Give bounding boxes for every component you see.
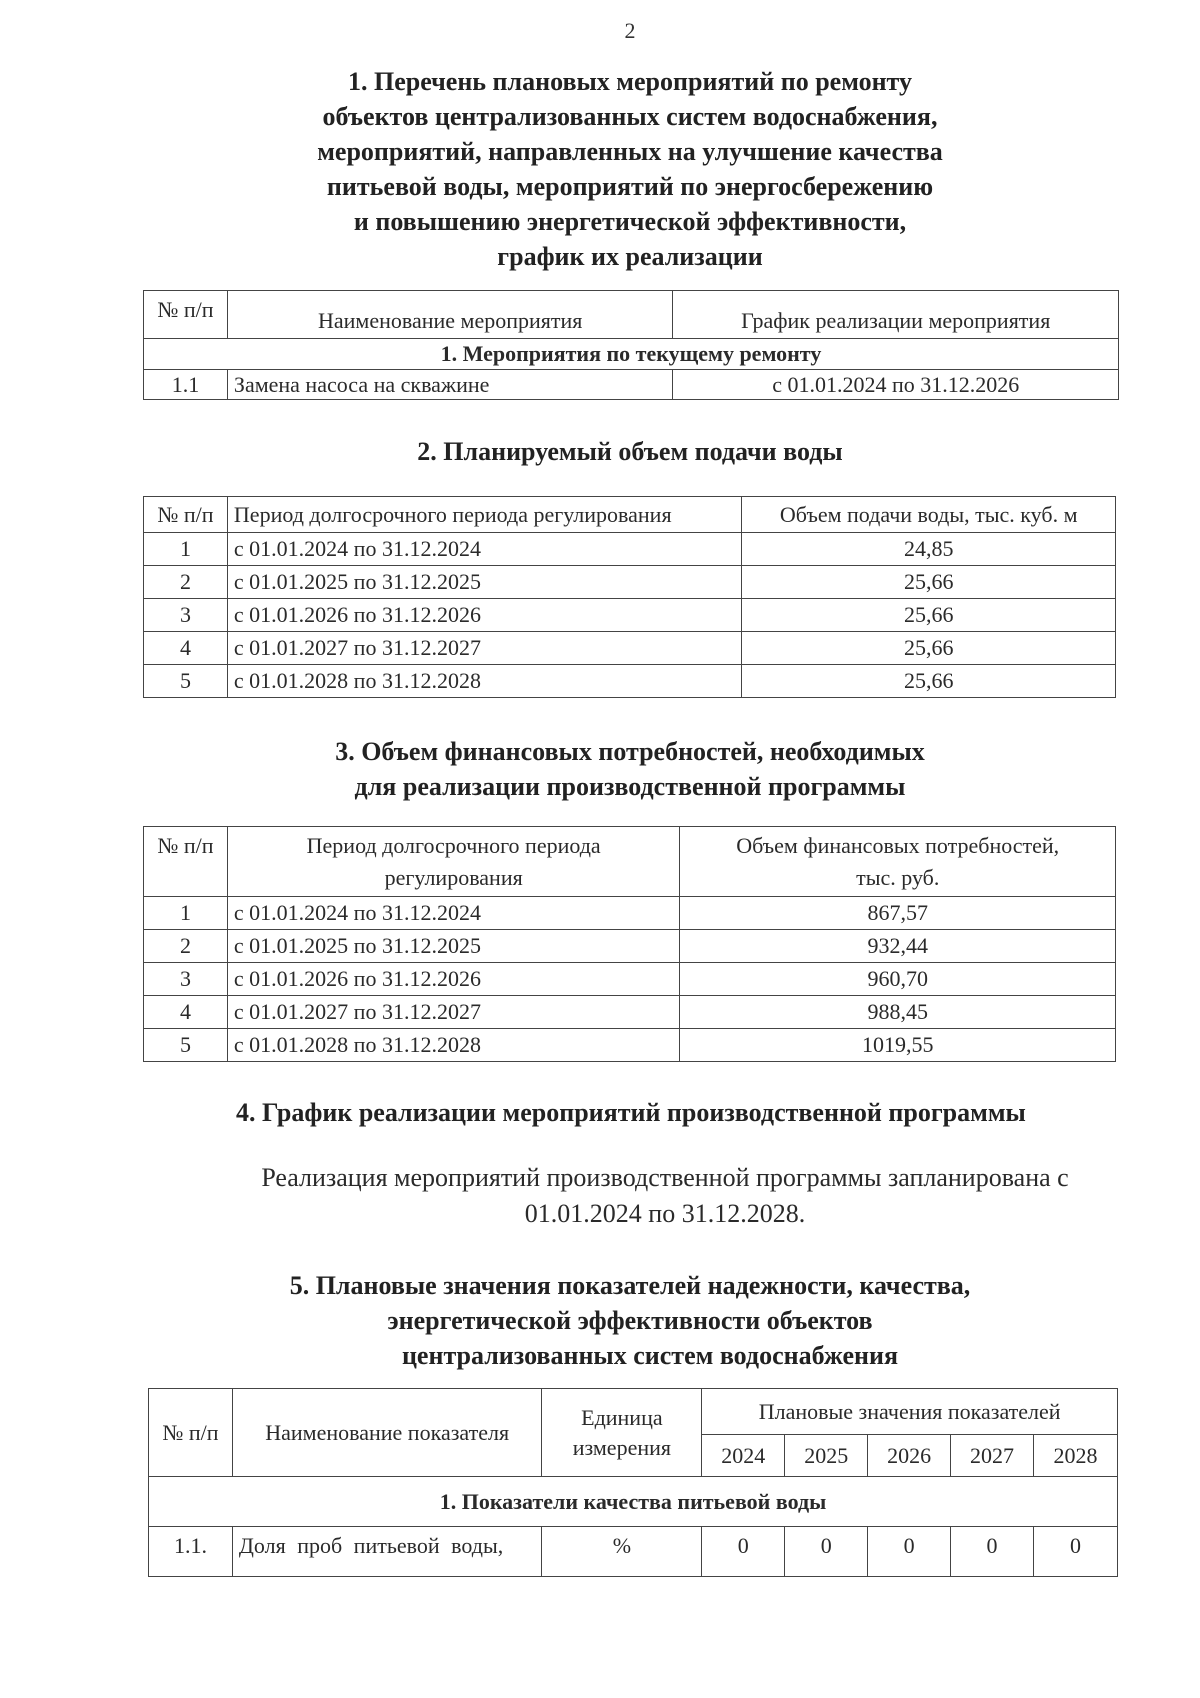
table-header-row: [149, 1389, 1118, 1435]
page-number: 2: [624, 18, 636, 43]
header-unit: [542, 1389, 702, 1477]
section-3-title-line: 3. Объем финансовых потребностей, необходимых: [335, 737, 925, 766]
header-period: [227, 827, 680, 897]
header-financial-needs: [680, 827, 1116, 897]
table-header-row: [144, 827, 1116, 897]
section-4-title: [236, 1095, 1104, 1130]
table-row: [144, 599, 1116, 632]
row-period: с 01.01.2028 по 31.12.2028: [227, 1029, 680, 1062]
row-volume: 25,66: [742, 566, 1116, 599]
header-year: 2024: [702, 1435, 785, 1477]
section-3-title-line: для реализации производственной программы: [354, 772, 906, 801]
row-value: 0: [951, 1527, 1034, 1577]
table-row: [144, 930, 1116, 963]
row-period: с 01.01.2024 по 31.12.2024: [227, 533, 741, 566]
table-row: [144, 897, 1116, 930]
water-supply-table: [143, 496, 1116, 698]
table-row: [144, 1029, 1116, 1062]
row-value: 0: [1034, 1527, 1118, 1577]
header-financial-line: тыс. руб.: [856, 864, 940, 890]
indicators-table: [148, 1388, 1118, 1577]
section-4-text-line: Реализация мероприятий производственной программы запланирована с: [261, 1163, 1069, 1192]
section-5-title-line: энергетической эффективности объектов: [387, 1306, 873, 1335]
row-num: 4: [144, 632, 228, 665]
row-num: 5: [144, 665, 228, 698]
section-4-title-line: 4. График реализации мероприятий производственной программы: [236, 1098, 1026, 1127]
row-value: 0: [868, 1527, 951, 1577]
section-3-title: [0, 734, 1200, 804]
row-period: с 01.01.2026 по 31.12.2026: [227, 599, 741, 632]
header-volume: Объем подачи воды, тыс. куб. м: [742, 497, 1116, 533]
row-period: с 01.01.2027 по 31.12.2027: [227, 632, 741, 665]
header-period: Период долгосрочного периода регулирования: [227, 497, 741, 533]
group-title: 1. Мероприятия по текущему ремонту: [144, 339, 1119, 370]
section-1-title-line: график их реализации: [497, 242, 763, 271]
row-financial-value: 867,57: [680, 897, 1116, 930]
section-4-text-line: 01.01.2024 по 31.12.2028.: [524, 1199, 806, 1228]
row-num: 2: [144, 566, 228, 599]
row-num: 3: [144, 599, 228, 632]
row-num: 3: [144, 963, 228, 996]
row-financial-value: 988,45: [680, 996, 1116, 1029]
row-period: с 01.01.2027 по 31.12.2027: [227, 996, 680, 1029]
header-num: № п/п: [144, 291, 228, 339]
row-volume: 25,66: [742, 599, 1116, 632]
table-header-row: [144, 291, 1119, 339]
header-schedule: График реализации мероприятия: [673, 291, 1119, 339]
header-num: № п/п: [149, 1389, 233, 1477]
group-row: [149, 1477, 1118, 1527]
header-measure-name: Наименование мероприятия: [227, 291, 673, 339]
row-period: с 01.01.2025 по 31.12.2025: [227, 930, 680, 963]
section-5-title-line: 5. Плановые значения показателей надежности, качества,: [289, 1271, 971, 1300]
table-row: [144, 996, 1116, 1029]
header-financial-line: Объем финансовых потребностей,: [736, 832, 1060, 858]
row-volume: 25,66: [742, 632, 1116, 665]
section-1-title-line: и повышению энергетической эффективности,: [353, 207, 907, 236]
row-num: 1: [144, 897, 228, 930]
section-5-title: [0, 1268, 1200, 1373]
header-unit-line: Единица: [581, 1404, 663, 1430]
row-indicator-name: Доля проб питьевой воды,: [232, 1527, 542, 1577]
section-5-title-line: централизованных систем водоснабжения: [401, 1341, 899, 1370]
header-indicator-name: Наименование показателя: [232, 1389, 542, 1477]
row-num: 1.1.: [149, 1527, 233, 1577]
header-period-line: регулирования: [384, 864, 523, 890]
section-1-title: [0, 64, 1200, 274]
row-period: с 01.01.2025 по 31.12.2025: [227, 566, 741, 599]
header-period-line: Период долгосрочного периода: [306, 832, 601, 858]
section-2-title: [0, 434, 1200, 469]
row-volume: 24,85: [742, 533, 1116, 566]
row-financial-value: 932,44: [680, 930, 1116, 963]
row-financial-value: 960,70: [680, 963, 1116, 996]
section-2-title-line: 2. Планируемый объем подачи воды: [417, 437, 843, 466]
group-title: 1. Показатели качества питьевой воды: [149, 1477, 1118, 1527]
row-num: 5: [144, 1029, 228, 1062]
table-row: [144, 533, 1116, 566]
section-4-text: [200, 1160, 1130, 1232]
row-schedule: с 01.01.2024 по 31.12.2026: [673, 370, 1119, 400]
header-year: 2026: [868, 1435, 951, 1477]
header-num: № п/п: [144, 497, 228, 533]
section-1-title-line: 1. Перечень плановых мероприятий по ремонту: [348, 67, 912, 96]
table-row: [144, 632, 1116, 665]
table-row: [144, 665, 1116, 698]
row-period: с 01.01.2026 по 31.12.2026: [227, 963, 680, 996]
row-period: с 01.01.2024 по 31.12.2024: [227, 897, 680, 930]
section-1-title-line: объектов централизованных систем водоснабжения,: [322, 102, 938, 131]
table-row: [144, 370, 1119, 400]
row-volume: 25,66: [742, 665, 1116, 698]
row-measure-name: Замена насоса на скважине: [227, 370, 673, 400]
row-value: 0: [702, 1527, 785, 1577]
row-value: 0: [785, 1527, 868, 1577]
header-num: № п/п: [144, 827, 228, 897]
row-num: 1: [144, 533, 228, 566]
table-header-row: [144, 497, 1116, 533]
header-unit-line: измерения: [572, 1434, 672, 1460]
row-financial-value: 1019,55: [680, 1029, 1116, 1062]
row-unit: %: [542, 1527, 702, 1577]
header-year: 2028: [1034, 1435, 1118, 1477]
table-row: [149, 1527, 1118, 1577]
row-period: с 01.01.2028 по 31.12.2028: [227, 665, 741, 698]
header-year: 2027: [951, 1435, 1034, 1477]
header-year: 2025: [785, 1435, 868, 1477]
section-1-title-line: мероприятий, направленных на улучшение качества: [317, 137, 943, 166]
group-row: [144, 339, 1119, 370]
row-num: 4: [144, 996, 228, 1029]
table-row: [144, 963, 1116, 996]
header-planned-values: Плановые значения показателей: [702, 1389, 1118, 1435]
row-num: 1.1: [144, 370, 228, 400]
section-1-title-line: питьевой воды, мероприятий по энергосбережению: [326, 172, 934, 201]
row-num: 2: [144, 930, 228, 963]
financial-needs-table: [143, 826, 1116, 1062]
table-row: [144, 566, 1116, 599]
measures-table: [143, 290, 1119, 400]
